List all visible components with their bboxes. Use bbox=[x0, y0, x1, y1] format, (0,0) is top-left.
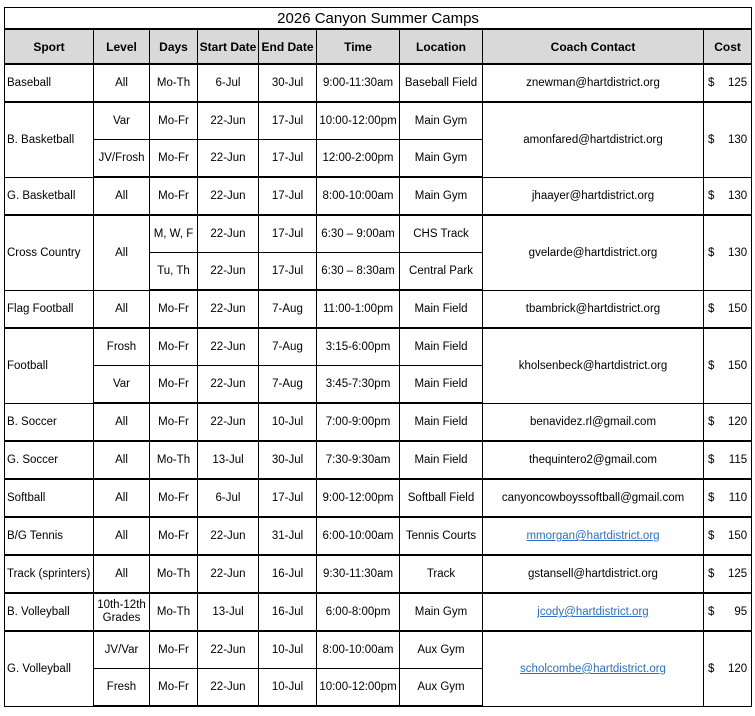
end-cell: 10-Jul bbox=[259, 669, 317, 707]
coach-contact-cell bbox=[483, 555, 704, 593]
currency-symbol: $ bbox=[708, 302, 715, 315]
location-cell: Main Gym bbox=[400, 593, 483, 631]
level-cell: All bbox=[94, 215, 150, 290]
cost-amount: 125 bbox=[727, 568, 748, 580]
time-cell: 8:00-10:00am bbox=[317, 631, 400, 669]
currency-symbol: $ bbox=[708, 662, 715, 675]
location-cell: Main Gym bbox=[400, 102, 483, 140]
coach-email: gvelarde@hartdistrict.org bbox=[528, 246, 658, 259]
time-cell: 12:00-2:00pm bbox=[317, 140, 400, 178]
start-cell: 22-Jun bbox=[198, 102, 259, 140]
coach-email: canyoncowboyssoftball@gmail.com bbox=[501, 492, 685, 504]
time-cell: 9:00-12:00pm bbox=[317, 479, 400, 517]
coach-contact-cell bbox=[483, 441, 704, 479]
days-cell: Mo-Fr bbox=[150, 517, 198, 555]
coach-contact-cell bbox=[483, 102, 704, 177]
sport-cell: B. Basketball bbox=[5, 102, 94, 177]
coach-email: gstansell@hartdistrict.org bbox=[528, 568, 658, 580]
days-cell: Tu, Th bbox=[150, 253, 198, 291]
coach-contact-cell bbox=[483, 64, 704, 102]
cost-cell bbox=[704, 631, 752, 706]
time-cell: 6:30 – 8:30am bbox=[317, 253, 400, 291]
cost-amount: 150 bbox=[727, 302, 748, 315]
location-cell: Baseball Field bbox=[400, 64, 483, 102]
coach-contact-cell bbox=[483, 215, 704, 290]
header-row bbox=[5, 29, 752, 64]
time-cell: 8:00-10:00am bbox=[317, 177, 400, 215]
cost-value bbox=[708, 303, 747, 315]
end-cell: 16-Jul bbox=[259, 593, 317, 631]
start-cell: 6-Jul bbox=[198, 479, 259, 517]
level-cell: All bbox=[94, 177, 150, 215]
level-cell: Var bbox=[94, 366, 150, 404]
end-cell: 17-Jul bbox=[259, 102, 317, 140]
cost-amount: 130 bbox=[727, 246, 748, 259]
cost-cell bbox=[704, 215, 752, 290]
location-cell: CHS Track bbox=[400, 215, 483, 253]
sport-cell: Cross Country bbox=[5, 215, 94, 290]
cost-value bbox=[708, 568, 747, 580]
location-cell: Track bbox=[400, 555, 483, 593]
time-cell: 7:00-9:00pm bbox=[317, 403, 400, 441]
table-row bbox=[5, 403, 752, 441]
column-header-start-date: Start Date bbox=[198, 29, 259, 64]
time-cell: 6:30 – 9:00am bbox=[317, 215, 400, 253]
level-cell: Fresh bbox=[94, 669, 150, 707]
time-cell: 10:00-12:00pm bbox=[317, 669, 400, 707]
table-row bbox=[5, 555, 752, 593]
camp-schedule-sheet bbox=[4, 7, 751, 707]
end-cell: 17-Jul bbox=[259, 177, 317, 215]
cost-value bbox=[708, 606, 747, 618]
start-cell: 22-Jun bbox=[198, 215, 259, 253]
level-cell: JV/Frosh bbox=[94, 140, 150, 178]
cost-cell bbox=[704, 441, 752, 479]
table-row bbox=[5, 631, 752, 669]
column-header-sport: Sport bbox=[5, 29, 94, 64]
end-cell: 7-Aug bbox=[259, 328, 317, 366]
end-cell: 10-Jul bbox=[259, 631, 317, 669]
level-cell: Frosh bbox=[94, 328, 150, 366]
coach-email: jhaayer@hartdistrict.org bbox=[531, 189, 655, 202]
sport-cell: Flag Football bbox=[5, 290, 94, 328]
days-cell: Mo-Fr bbox=[150, 290, 198, 328]
level-cell: All bbox=[94, 441, 150, 479]
coach-contact-cell bbox=[483, 177, 704, 215]
table-row bbox=[5, 64, 752, 102]
time-cell: 9:30-11:30am bbox=[317, 555, 400, 593]
location-cell: Main Gym bbox=[400, 140, 483, 178]
sport-cell: Track (sprinters) bbox=[5, 555, 94, 593]
table-row bbox=[5, 215, 752, 253]
column-header-level: Level bbox=[94, 29, 150, 64]
sport-cell: G. Basketball bbox=[5, 177, 94, 215]
level-cell: Var bbox=[94, 102, 150, 140]
cost-cell bbox=[704, 593, 752, 631]
end-cell: 17-Jul bbox=[259, 215, 317, 253]
currency-symbol: $ bbox=[708, 530, 715, 542]
currency-symbol: $ bbox=[708, 492, 715, 504]
table-row bbox=[5, 102, 752, 140]
currency-symbol: $ bbox=[708, 415, 715, 428]
end-cell: 16-Jul bbox=[259, 555, 317, 593]
days-cell: Mo-Fr bbox=[150, 479, 198, 517]
cost-cell bbox=[704, 479, 752, 517]
cost-cell bbox=[704, 64, 752, 102]
coach-email-link[interactable]: jcody@hartdistrict.org bbox=[537, 606, 649, 618]
cost-cell bbox=[704, 403, 752, 441]
level-cell: All bbox=[94, 479, 150, 517]
level-cell: JV/Var bbox=[94, 631, 150, 669]
coach-email: thequintero2@gmail.com bbox=[528, 454, 658, 466]
cost-amount: 130 bbox=[727, 189, 748, 202]
currency-symbol: $ bbox=[708, 133, 715, 146]
cost-value bbox=[708, 416, 747, 428]
table-row bbox=[5, 177, 752, 215]
days-cell: Mo-Fr bbox=[150, 669, 198, 707]
start-cell: 22-Jun bbox=[198, 517, 259, 555]
coach-contact-cell bbox=[483, 631, 704, 706]
location-cell: Softball Field bbox=[400, 479, 483, 517]
cost-value bbox=[708, 247, 747, 259]
days-cell: Mo-Th bbox=[150, 64, 198, 102]
coach-contact-cell bbox=[483, 517, 704, 555]
column-header-location: Location bbox=[400, 29, 483, 64]
level-cell: All bbox=[94, 290, 150, 328]
coach-email: kholsenbeck@hartdistrict.org bbox=[518, 359, 668, 372]
time-cell: 7:30-9:30am bbox=[317, 441, 400, 479]
days-cell: Mo-Th bbox=[150, 593, 198, 631]
cost-value bbox=[708, 134, 747, 146]
currency-symbol: $ bbox=[708, 189, 715, 202]
time-cell: 3:45-7:30pm bbox=[317, 366, 400, 404]
column-header-coach-contact: Coach Contact bbox=[483, 29, 704, 64]
cost-value bbox=[708, 492, 747, 504]
level-cell: 10th-12th Grades bbox=[94, 593, 150, 631]
cost-cell bbox=[704, 517, 752, 555]
days-cell: Mo-Fr bbox=[150, 102, 198, 140]
cost-amount: 150 bbox=[727, 359, 748, 372]
cost-value bbox=[708, 454, 747, 466]
coach-contact-cell bbox=[483, 290, 704, 328]
start-cell: 13-Jul bbox=[198, 593, 259, 631]
start-cell: 22-Jun bbox=[198, 669, 259, 707]
time-cell: 11:00-1:00pm bbox=[317, 290, 400, 328]
end-cell: 7-Aug bbox=[259, 290, 317, 328]
end-cell: 30-Jul bbox=[259, 64, 317, 102]
location-cell: Central Park bbox=[400, 253, 483, 291]
cost-value bbox=[708, 663, 747, 675]
days-cell: Mo-Th bbox=[150, 555, 198, 593]
coach-contact-cell bbox=[483, 328, 704, 403]
cost-amount: 95 bbox=[734, 606, 748, 618]
days-cell: Mo-Fr bbox=[150, 140, 198, 178]
end-cell: 17-Jul bbox=[259, 253, 317, 291]
location-cell: Tennis Courts bbox=[400, 517, 483, 555]
table-row bbox=[5, 441, 752, 479]
coach-email-link[interactable]: scholcombe@hartdistrict.org bbox=[520, 662, 666, 675]
days-cell: Mo-Fr bbox=[150, 366, 198, 404]
days-cell: M, W, F bbox=[150, 215, 198, 253]
cost-cell bbox=[704, 290, 752, 328]
coach-contact-cell bbox=[483, 479, 704, 517]
currency-symbol: $ bbox=[708, 77, 715, 89]
currency-symbol: $ bbox=[708, 606, 715, 618]
currency-symbol: $ bbox=[708, 359, 715, 372]
sport-cell: B. Volleyball bbox=[5, 593, 94, 631]
cost-amount: 130 bbox=[727, 133, 748, 146]
days-cell: Mo-Fr bbox=[150, 328, 198, 366]
location-cell: Main Field bbox=[400, 366, 483, 404]
sport-cell: B. Soccer bbox=[5, 403, 94, 441]
column-header-time: Time bbox=[317, 29, 400, 64]
start-cell: 22-Jun bbox=[198, 177, 259, 215]
start-cell: 22-Jun bbox=[198, 631, 259, 669]
cost-cell bbox=[704, 328, 752, 403]
table-row bbox=[5, 479, 752, 517]
end-cell: 17-Jul bbox=[259, 140, 317, 178]
page-title: 2026 Canyon Summer Camps bbox=[5, 8, 752, 30]
start-cell: 22-Jun bbox=[198, 290, 259, 328]
coach-contact-cell bbox=[483, 403, 704, 441]
cost-amount: 120 bbox=[727, 662, 748, 675]
currency-symbol: $ bbox=[708, 568, 715, 580]
location-cell: Main Field bbox=[400, 290, 483, 328]
level-cell: All bbox=[94, 555, 150, 593]
table-row bbox=[5, 517, 752, 555]
camp-schedule-table bbox=[4, 7, 752, 707]
start-cell: 22-Jun bbox=[198, 403, 259, 441]
sport-cell: Football bbox=[5, 328, 94, 403]
start-cell: 22-Jun bbox=[198, 253, 259, 291]
sport-cell: G. Soccer bbox=[5, 441, 94, 479]
cost-cell bbox=[704, 102, 752, 177]
cost-amount: 125 bbox=[727, 77, 748, 89]
cost-amount: 115 bbox=[728, 454, 748, 466]
time-cell: 6:00-8:00pm bbox=[317, 593, 400, 631]
column-header-cost: Cost bbox=[704, 29, 752, 64]
level-cell: All bbox=[94, 517, 150, 555]
start-cell: 22-Jun bbox=[198, 328, 259, 366]
column-header-end-date: End Date bbox=[259, 29, 317, 64]
coach-contact-cell bbox=[483, 593, 704, 631]
location-cell: Main Field bbox=[400, 403, 483, 441]
coach-email: znewman@hartdistrict.org bbox=[526, 77, 660, 89]
time-cell: 6:00-10:00am bbox=[317, 517, 400, 555]
currency-symbol: $ bbox=[708, 246, 715, 259]
end-cell: 30-Jul bbox=[259, 441, 317, 479]
table-row bbox=[5, 290, 752, 328]
end-cell: 31-Jul bbox=[259, 517, 317, 555]
location-cell: Aux Gym bbox=[400, 669, 483, 707]
start-cell: 22-Jun bbox=[198, 366, 259, 404]
start-cell: 22-Jun bbox=[198, 140, 259, 178]
level-cell: All bbox=[94, 403, 150, 441]
table-row bbox=[5, 328, 752, 366]
time-cell: 9:00-11:30am bbox=[317, 64, 400, 102]
time-cell: 10:00-12:00pm bbox=[317, 102, 400, 140]
cost-amount: 120 bbox=[727, 415, 748, 428]
cost-amount: 150 bbox=[727, 530, 748, 542]
sport-cell: G. Volleyball bbox=[5, 631, 94, 706]
days-cell: Mo-Fr bbox=[150, 177, 198, 215]
coach-email-link[interactable]: mmorgan@hartdistrict.org bbox=[526, 530, 660, 542]
sport-cell: B/G Tennis bbox=[5, 517, 94, 555]
table-row bbox=[5, 593, 752, 631]
days-cell: Mo-Fr bbox=[150, 403, 198, 441]
end-cell: 17-Jul bbox=[259, 479, 317, 517]
cost-value bbox=[708, 190, 747, 202]
coach-email: benavidez.rl@gmail.com bbox=[529, 415, 657, 428]
location-cell: Aux Gym bbox=[400, 631, 483, 669]
location-cell: Main Field bbox=[400, 441, 483, 479]
column-header-days: Days bbox=[150, 29, 198, 64]
level-cell: All bbox=[94, 64, 150, 102]
cost-amount: 110 bbox=[728, 492, 748, 504]
cost-value bbox=[708, 77, 747, 89]
cost-cell bbox=[704, 177, 752, 215]
currency-symbol: $ bbox=[708, 454, 715, 466]
end-cell: 10-Jul bbox=[259, 403, 317, 441]
start-cell: 6-Jul bbox=[198, 64, 259, 102]
coach-email: amonfared@hartdistrict.org bbox=[523, 133, 663, 146]
sport-cell: Softball bbox=[5, 479, 94, 517]
location-cell: Main Gym bbox=[400, 177, 483, 215]
cost-value bbox=[708, 360, 747, 372]
camp-rows bbox=[5, 64, 752, 706]
days-cell: Mo-Fr bbox=[150, 631, 198, 669]
coach-email: tbambrick@hartdistrict.org bbox=[525, 302, 661, 315]
location-cell: Main Field bbox=[400, 328, 483, 366]
end-cell: 7-Aug bbox=[259, 366, 317, 404]
days-cell: Mo-Th bbox=[150, 441, 198, 479]
time-cell: 3:15-6:00pm bbox=[317, 328, 400, 366]
cost-value bbox=[708, 530, 747, 542]
start-cell: 13-Jul bbox=[198, 441, 259, 479]
cost-cell bbox=[704, 555, 752, 593]
sport-cell: Baseball bbox=[5, 64, 94, 102]
start-cell: 22-Jun bbox=[198, 555, 259, 593]
